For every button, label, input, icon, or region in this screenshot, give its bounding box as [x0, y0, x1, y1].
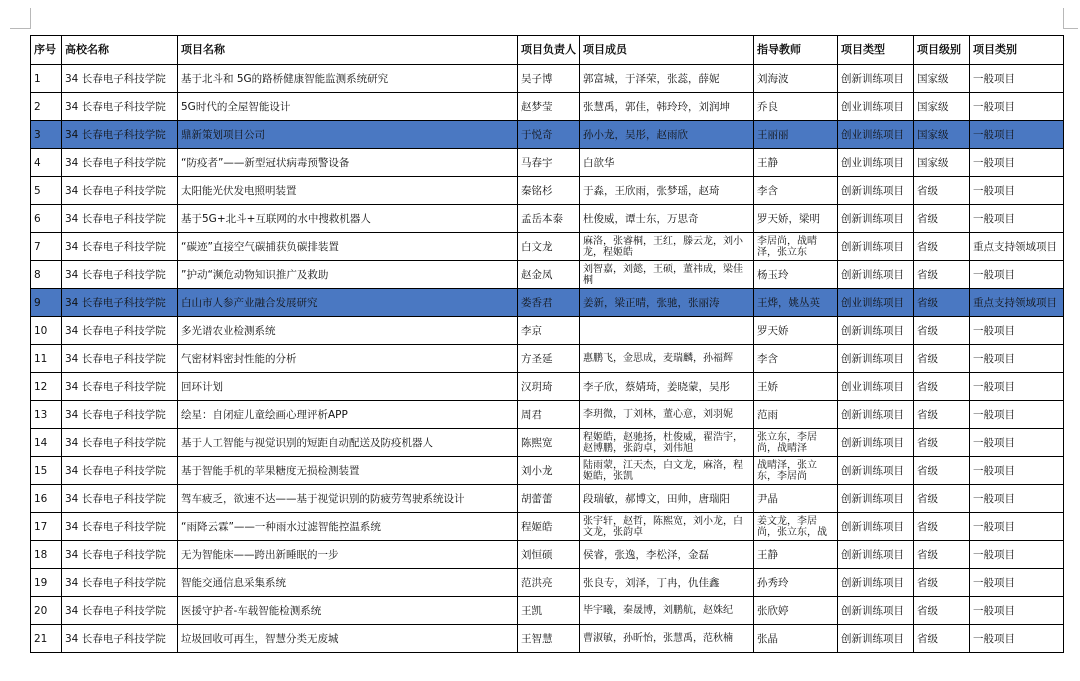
cell-leader: 王智慧 — [518, 625, 580, 653]
cell-project-name: 驾车疲乏，欲速不达——基于视觉识别的防疲劳驾驶系统设计 — [178, 485, 518, 513]
cell-category: 重点支持领域项目 — [970, 289, 1064, 317]
cell-type: 创新训练项目 — [838, 457, 914, 485]
cell-leader: 程姬皓 — [518, 513, 580, 541]
cell-category: 一般项目 — [970, 261, 1064, 289]
cell-advisor: 王烨，姚丛英 — [754, 289, 838, 317]
cell-project-name: 医援守护者-车载智能检测系统 — [178, 597, 518, 625]
cell-level: 省级 — [914, 373, 970, 401]
cell-leader: 赵梦莹 — [518, 93, 580, 121]
cell-seq: 16 — [31, 485, 62, 513]
cell-category: 一般项目 — [970, 513, 1064, 541]
cell-type: 创新训练项目 — [838, 625, 914, 653]
header-leader: 项目负责人 — [518, 36, 580, 65]
cell-advisor: 张晶 — [754, 625, 838, 653]
cell-school: 34 长春电子科技学院 — [62, 205, 178, 233]
cell-level: 省级 — [914, 317, 970, 345]
cell-level: 省级 — [914, 289, 970, 317]
cell-members: 刘智嘉，刘懿，王硕，董祎成，梁佳桐 — [580, 261, 754, 289]
cell-type: 创新训练项目 — [838, 541, 914, 569]
table-row[interactable] — [31, 373, 1064, 401]
cell-school: 34 长春电子科技学院 — [62, 177, 178, 205]
cell-type: 创业训练项目 — [838, 373, 914, 401]
cell-leader: 赵金凤 — [518, 261, 580, 289]
cell-school: 34 长春电子科技学院 — [62, 289, 178, 317]
cell-members: 白歆华 — [580, 149, 754, 177]
cell-school: 34 长春电子科技学院 — [62, 149, 178, 177]
cell-type: 创新训练项目 — [838, 569, 914, 597]
cell-type: 创新训练项目 — [838, 513, 914, 541]
cell-level: 国家级 — [914, 65, 970, 93]
page-corner-mark-left — [10, 8, 31, 29]
cell-leader: 刘小龙 — [518, 457, 580, 485]
cell-advisor: 王静 — [754, 149, 838, 177]
cell-project-name: “防疫者”——新型冠状病毒预警设备 — [178, 149, 518, 177]
cell-type: 创新训练项目 — [838, 233, 914, 261]
cell-advisor: 罗天娇，梁明 — [754, 205, 838, 233]
cell-seq: 15 — [31, 457, 62, 485]
cell-category: 一般项目 — [970, 597, 1064, 625]
cell-level: 省级 — [914, 597, 970, 625]
cell-project-name: 绘星：自闭症儿童绘画心理评析APP — [178, 401, 518, 429]
table-row[interactable] — [31, 597, 1064, 625]
cell-type: 创新训练项目 — [838, 485, 914, 513]
cell-leader: 秦铭杉 — [518, 177, 580, 205]
cell-advisor: 姜文龙，李居尚，张立东，战 — [754, 513, 838, 541]
cell-level: 省级 — [914, 457, 970, 485]
cell-project-name: 智能交通信息采集系统 — [178, 569, 518, 597]
cell-advisor: 战晴泽，张立东，李居尚 — [754, 457, 838, 485]
cell-school: 34 长春电子科技学院 — [62, 317, 178, 345]
table-row[interactable] — [31, 625, 1064, 653]
cell-project-name: 太阳能光伏发电照明装置 — [178, 177, 518, 205]
cell-school: 34 长春电子科技学院 — [62, 401, 178, 429]
cell-level: 省级 — [914, 345, 970, 373]
cell-level: 国家级 — [914, 93, 970, 121]
cell-project-name: 基于智能手机的苹果糖度无损检测装置 — [178, 457, 518, 485]
cell-leader: 汉玥琦 — [518, 373, 580, 401]
cell-level: 省级 — [914, 205, 970, 233]
cell-seq: 13 — [31, 401, 62, 429]
table-row[interactable] — [31, 485, 1064, 513]
cell-leader: 吴子博 — [518, 65, 580, 93]
cell-school: 34 长春电子科技学院 — [62, 569, 178, 597]
cell-category: 重点支持领域项目 — [970, 233, 1064, 261]
cell-type: 创新训练项目 — [838, 597, 914, 625]
cell-type: 创新训练项目 — [838, 429, 914, 457]
cell-category: 一般项目 — [970, 485, 1064, 513]
table-row[interactable] — [31, 513, 1064, 541]
cell-advisor: 王静 — [754, 541, 838, 569]
table-row[interactable] — [31, 317, 1064, 345]
header-project-name: 项目名称 — [178, 36, 518, 65]
cell-type: 创新训练项目 — [838, 177, 914, 205]
cell-school: 34 长春电子科技学院 — [62, 485, 178, 513]
cell-members: 张慧禹，郭佳，韩玲玲，刘润坤 — [580, 93, 754, 121]
cell-category: 一般项目 — [970, 121, 1064, 149]
cell-leader: 范洪亮 — [518, 569, 580, 597]
cell-advisor: 李含 — [754, 177, 838, 205]
cell-advisor: 罗天娇 — [754, 317, 838, 345]
cell-category: 一般项目 — [970, 429, 1064, 457]
cell-seq: 20 — [31, 597, 62, 625]
cell-advisor: 范雨 — [754, 401, 838, 429]
cell-school: 34 长春电子科技学院 — [62, 457, 178, 485]
cell-leader: 王凯 — [518, 597, 580, 625]
table-row[interactable] — [31, 121, 1064, 149]
cell-seq: 17 — [31, 513, 62, 541]
cell-members: 于淼，王欣雨，张梦瑶，赵琦 — [580, 177, 754, 205]
cell-members: 惠鹏飞，金思成，麦瑞麟，孙福辉 — [580, 345, 754, 373]
cell-seq: 11 — [31, 345, 62, 373]
cell-advisor: 尹晶 — [754, 485, 838, 513]
cell-seq: 21 — [31, 625, 62, 653]
cell-category: 一般项目 — [970, 177, 1064, 205]
cell-level: 省级 — [914, 233, 970, 261]
table-row[interactable] — [31, 205, 1064, 233]
cell-advisor: 李居尚，战晴泽，张立东 — [754, 233, 838, 261]
cell-type: 创新训练项目 — [838, 401, 914, 429]
cell-type: 创新训练项目 — [838, 261, 914, 289]
table-row[interactable] — [31, 289, 1064, 317]
header-category: 项目类别 — [970, 36, 1064, 65]
cell-project-name: 基于5G+北斗+互联网的水中搜救机器人 — [178, 205, 518, 233]
cell-category: 一般项目 — [970, 401, 1064, 429]
cell-leader: 陈熙宽 — [518, 429, 580, 457]
cell-project-name: 白山市人参产业融合发展研究 — [178, 289, 518, 317]
header-members: 项目成员 — [580, 36, 754, 65]
cell-members: 李子欣，蔡婧琦，姜晓蒙，吴彤 — [580, 373, 754, 401]
cell-advisor: 张欣婷 — [754, 597, 838, 625]
cell-leader: 于悦奇 — [518, 121, 580, 149]
cell-type: 创业训练项目 — [838, 149, 914, 177]
header-school: 高校名称 — [62, 36, 178, 65]
cell-project-name: “碳迹”直接空气碳捕获负碳排装置 — [178, 233, 518, 261]
cell-project-name: 气密材料密封性能的分析 — [178, 345, 518, 373]
cell-leader: 周君 — [518, 401, 580, 429]
cell-seq: 8 — [31, 261, 62, 289]
cell-level: 省级 — [914, 569, 970, 597]
cell-members: 姜新，梁正晴，张驰，张丽涛 — [580, 289, 754, 317]
cell-members: 张良专，刘泽，丁冉，仇佳鑫 — [580, 569, 754, 597]
cell-school: 34 长春电子科技学院 — [62, 597, 178, 625]
cell-members: 毕宇曦，秦晟博，刘鹏航，赵姝纪 — [580, 597, 754, 625]
cell-level: 省级 — [914, 177, 970, 205]
cell-project-name: 5G时代的全屋智能设计 — [178, 93, 518, 121]
cell-leader: 马春宇 — [518, 149, 580, 177]
cell-level: 省级 — [914, 261, 970, 289]
cell-level: 省级 — [914, 625, 970, 653]
cell-leader: 白文龙 — [518, 233, 580, 261]
cell-category: 一般项目 — [970, 345, 1064, 373]
cell-members: 李玥微，丁刘林，董心意，刘羽妮 — [580, 401, 754, 429]
cell-leader: 胡蕾蕾 — [518, 485, 580, 513]
table-row[interactable] — [31, 429, 1064, 457]
cell-project-name: 多光谱农业检测系统 — [178, 317, 518, 345]
cell-members: 陆雨蒙，江天杰，白文龙，麻洛，程姬皓，张凯 — [580, 457, 754, 485]
cell-leader: 李京 — [518, 317, 580, 345]
cell-leader: 方圣延 — [518, 345, 580, 373]
cell-advisor: 杨玉玲 — [754, 261, 838, 289]
cell-school: 34 长春电子科技学院 — [62, 625, 178, 653]
cell-members: 郭富城，于泽荣，张蕊，薛妮 — [580, 65, 754, 93]
cell-level: 国家级 — [914, 149, 970, 177]
cell-members: 侯睿，张逸，李松泽，金磊 — [580, 541, 754, 569]
cell-members: 张宇轩，赵哲，陈熙宽，刘小龙，白文龙，张韵卓 — [580, 513, 754, 541]
cell-advisor: 乔良 — [754, 93, 838, 121]
cell-project-name: 无为智能床——跨出新睡眠的一步 — [178, 541, 518, 569]
cell-project-name: 鼎新策划项目公司 — [178, 121, 518, 149]
table-row[interactable] — [31, 65, 1064, 93]
cell-school: 34 长春电子科技学院 — [62, 429, 178, 457]
table-row[interactable] — [31, 457, 1064, 485]
project-table — [30, 35, 1064, 653]
cell-seq: 2 — [31, 93, 62, 121]
cell-school: 34 长春电子科技学院 — [62, 121, 178, 149]
cell-leader: 刘恒硕 — [518, 541, 580, 569]
cell-level: 省级 — [914, 485, 970, 513]
cell-seq: 3 — [31, 121, 62, 149]
cell-category: 一般项目 — [970, 569, 1064, 597]
cell-seq: 4 — [31, 149, 62, 177]
cell-members: 程姬皓，赵驰扬，杜俊威，翟浩宇，赵博鹏，张韵卓，刘伟旭 — [580, 429, 754, 457]
cell-category: 一般项目 — [970, 625, 1064, 653]
cell-seq: 6 — [31, 205, 62, 233]
cell-school: 34 长春电子科技学院 — [62, 65, 178, 93]
cell-advisor: 张立东，李居尚，战晴泽 — [754, 429, 838, 457]
table-row[interactable] — [31, 233, 1064, 261]
cell-leader: 娄香君 — [518, 289, 580, 317]
cell-advisor: 王丽丽 — [754, 121, 838, 149]
cell-seq: 7 — [31, 233, 62, 261]
cell-members: 曹淑敏，孙昕怡，张慧禹，范秋楠 — [580, 625, 754, 653]
table-row[interactable] — [31, 345, 1064, 373]
cell-project-name: 基于北斗和 5G的路桥健康智能监测系统研究 — [178, 65, 518, 93]
cell-school: 34 长春电子科技学院 — [62, 93, 178, 121]
cell-seq: 9 — [31, 289, 62, 317]
cell-type: 创新训练项目 — [838, 345, 914, 373]
cell-category: 一般项目 — [970, 541, 1064, 569]
cell-members: 段瑞敏，郝博文，田帅，唐瑞阳 — [580, 485, 754, 513]
table-row[interactable] — [31, 569, 1064, 597]
table-row[interactable] — [31, 261, 1064, 289]
cell-type: 创业训练项目 — [838, 289, 914, 317]
cell-category: 一般项目 — [970, 457, 1064, 485]
cell-level: 省级 — [914, 401, 970, 429]
cell-category: 一般项目 — [970, 149, 1064, 177]
cell-members — [580, 317, 754, 345]
cell-category: 一般项目 — [970, 65, 1064, 93]
cell-school: 34 长春电子科技学院 — [62, 345, 178, 373]
cell-category: 一般项目 — [970, 373, 1064, 401]
cell-project-name: 回环计划 — [178, 373, 518, 401]
cell-members: 杜俊威，谭士东，万思奇 — [580, 205, 754, 233]
cell-type: 创新训练项目 — [838, 205, 914, 233]
cell-seq: 12 — [31, 373, 62, 401]
cell-school: 34 长春电子科技学院 — [62, 233, 178, 261]
cell-category: 一般项目 — [970, 93, 1064, 121]
cell-seq: 19 — [31, 569, 62, 597]
header-type: 项目类型 — [838, 36, 914, 65]
table-row[interactable] — [31, 401, 1064, 429]
table-header-row — [31, 36, 1064, 65]
cell-seq: 10 — [31, 317, 62, 345]
cell-advisor: 李含 — [754, 345, 838, 373]
cell-type: 创业训练项目 — [838, 93, 914, 121]
cell-level: 国家级 — [914, 121, 970, 149]
cell-seq: 1 — [31, 65, 62, 93]
header-level: 项目级别 — [914, 36, 970, 65]
cell-project-name: ”护动“濒危动物知识推广及救助 — [178, 261, 518, 289]
table-row[interactable] — [31, 541, 1064, 569]
cell-leader: 孟岳本泰 — [518, 205, 580, 233]
cell-advisor: 王娇 — [754, 373, 838, 401]
cell-level: 省级 — [914, 513, 970, 541]
cell-members: 麻洛，张睿桐，王红，滕云龙，刘小龙，程姬皓 — [580, 233, 754, 261]
page-corner-mark-right — [1063, 8, 1078, 29]
cell-category: 一般项目 — [970, 317, 1064, 345]
cell-school: 34 长春电子科技学院 — [62, 513, 178, 541]
table-row[interactable] — [31, 149, 1064, 177]
cell-project-name: 垃圾回收可再生，智慧分类无废城 — [178, 625, 518, 653]
cell-level: 省级 — [914, 429, 970, 457]
cell-advisor: 孙秀玲 — [754, 569, 838, 597]
cell-level: 省级 — [914, 541, 970, 569]
table-row[interactable] — [31, 177, 1064, 205]
header-seq: 序号 — [31, 36, 62, 65]
cell-type: 创新训练项目 — [838, 317, 914, 345]
cell-seq: 14 — [31, 429, 62, 457]
table-row[interactable] — [31, 93, 1064, 121]
cell-school: 34 长春电子科技学院 — [62, 541, 178, 569]
cell-project-name: 基于人工智能与视觉识别的短距自动配送及防疫机器人 — [178, 429, 518, 457]
cell-project-name: “雨降云霖”——一种雨水过滤智能控温系统 — [178, 513, 518, 541]
cell-advisor: 刘海波 — [754, 65, 838, 93]
cell-type: 创业训练项目 — [838, 121, 914, 149]
cell-type: 创新训练项目 — [838, 65, 914, 93]
cell-school: 34 长春电子科技学院 — [62, 261, 178, 289]
cell-members: 孙小龙，吴彤，赵雨欣 — [580, 121, 754, 149]
cell-seq: 18 — [31, 541, 62, 569]
cell-seq: 5 — [31, 177, 62, 205]
cell-school: 34 长春电子科技学院 — [62, 373, 178, 401]
header-advisor: 指导教师 — [754, 36, 838, 65]
cell-category: 一般项目 — [970, 205, 1064, 233]
